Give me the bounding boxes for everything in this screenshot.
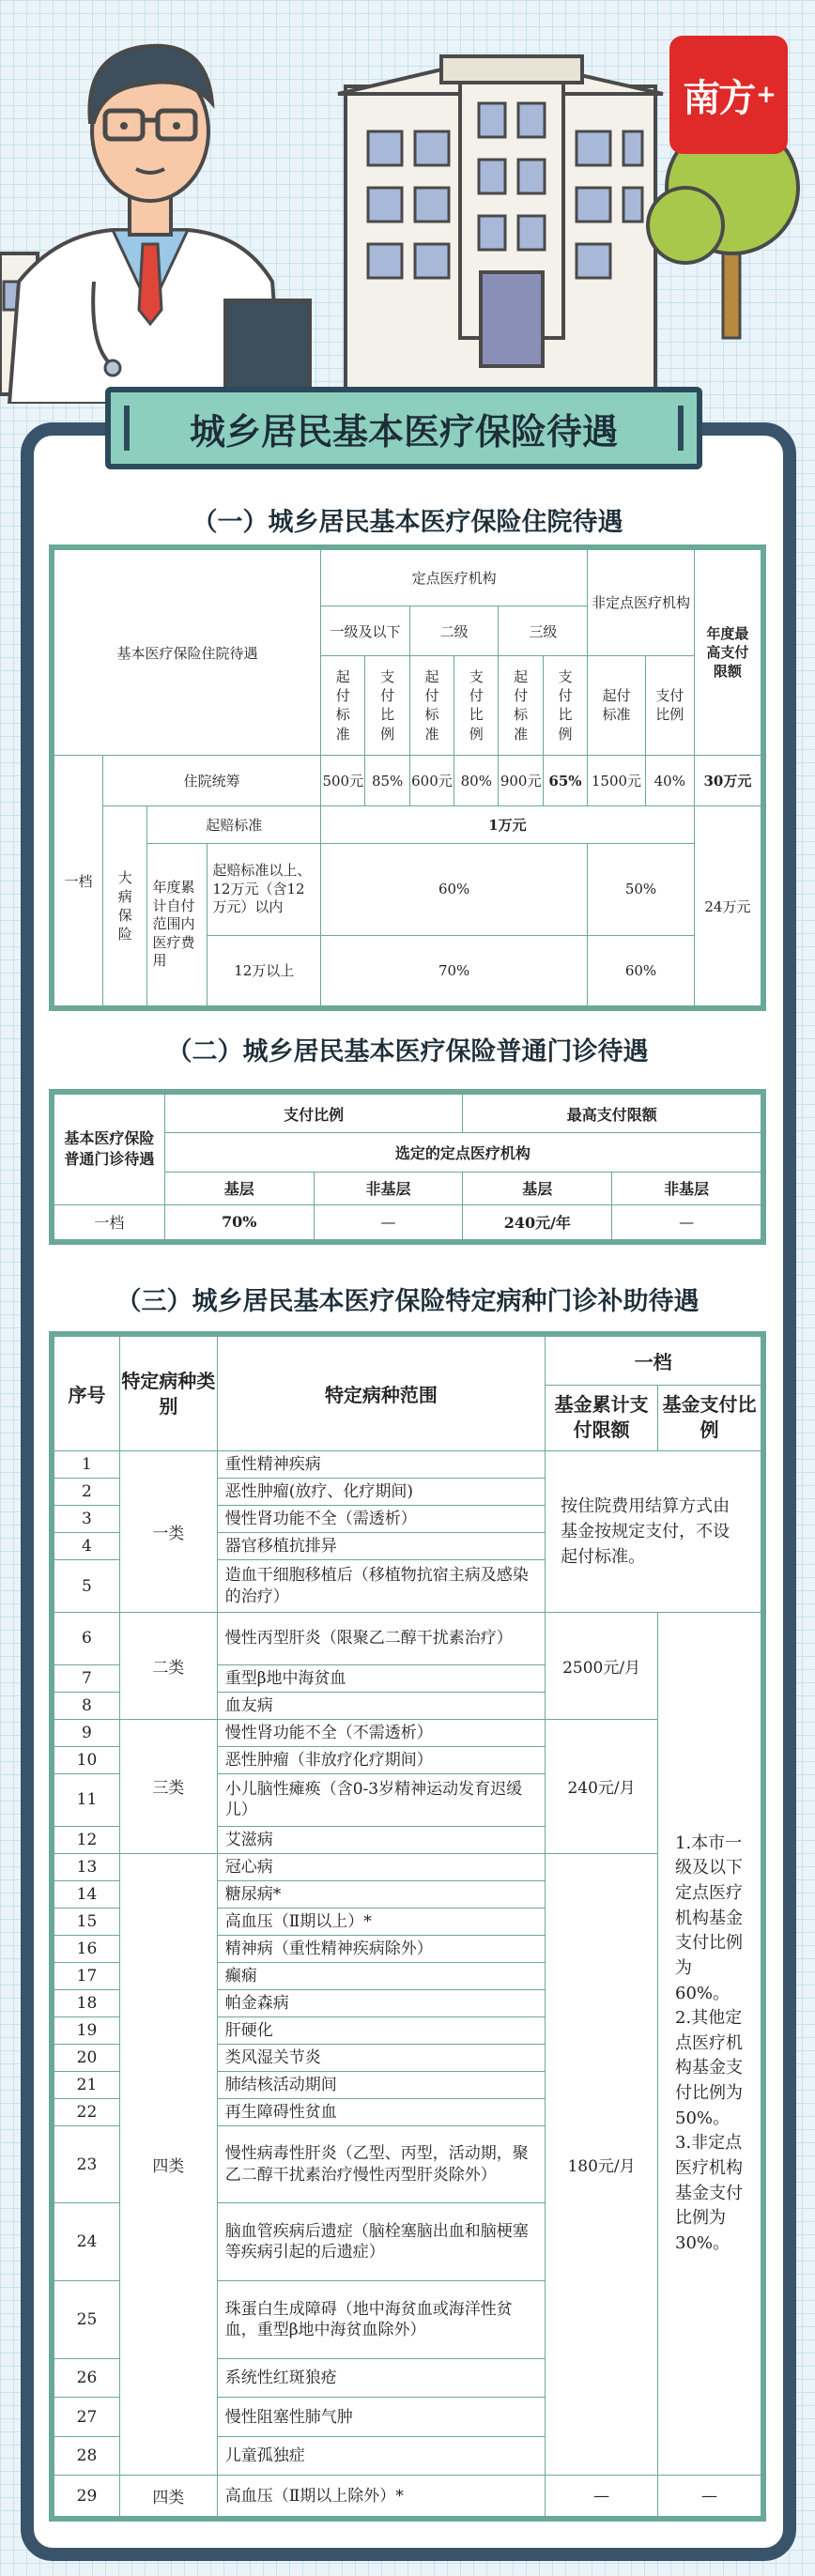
category-cell: 四类: [119, 2476, 217, 2517]
max-limit-header: 最高支付限额: [463, 1095, 761, 1133]
value-cell: 65%: [543, 756, 587, 806]
value-cell: 80%: [454, 756, 499, 806]
value-cell: —: [314, 1204, 463, 1239]
disease-name: 精神病（重性精神疾病除外）: [217, 1935, 545, 1962]
level1-header: 一级及以下: [321, 606, 410, 655]
value-cell: 500元: [321, 756, 365, 806]
inpatient-max: 30万元: [694, 756, 761, 806]
disease-name: 艾滋病: [217, 1826, 545, 1853]
row29-cumulative: —: [546, 2476, 658, 2517]
threshold-header: 起付标准: [409, 655, 454, 755]
disease-name: 帕金森病: [217, 1989, 545, 2016]
row29-ratio: —: [658, 2476, 761, 2517]
row-no: 9: [54, 1719, 120, 1746]
annual-max-header: 年度最高支付限额: [694, 550, 761, 756]
ratio-header: 支付比例: [645, 655, 694, 755]
basic-header: 基层: [164, 1172, 314, 1204]
row-no: 18: [54, 1989, 120, 2016]
disease-name: 重性精神疾病: [217, 1451, 545, 1479]
range2-ratio: 70%: [321, 935, 588, 1005]
category-cell: 二类: [119, 1613, 217, 1720]
row-no: 25: [54, 2281, 120, 2359]
disease-name: 肺结核活动期间: [217, 2071, 545, 2098]
row-no: 2: [54, 1479, 120, 1506]
row-no: 8: [54, 1692, 120, 1719]
category-cell: 三类: [119, 1719, 217, 1853]
category1-note: 按住院费用结算方式由基金按规定支付，不设起付标准。: [546, 1451, 761, 1613]
special-disease-table-frame: [49, 1331, 766, 2522]
ratio-header: 支付比例: [454, 655, 499, 755]
doctor-illustration: [9, 46, 310, 404]
outpatient-table: [54, 1094, 761, 1240]
row-no: 26: [54, 2359, 120, 2398]
disease-name: 珠蛋白生成障碍（地中海贫血或海洋性贫血，重型β地中海贫血除外）: [217, 2281, 545, 2359]
disease-name: 慢性丙型肝炎（限聚乙二醇干扰素治疗）: [217, 1613, 545, 1665]
ratio-header: 支付比例: [365, 655, 409, 755]
section1-title: （一）城乡居民基本医疗保险住院待遇: [192, 508, 623, 537]
value-cell: 85%: [365, 756, 409, 806]
row-no: 6: [54, 1613, 120, 1665]
category-cell: 四类: [119, 1853, 217, 2476]
disease-name: 肝硬化: [217, 2016, 545, 2044]
row-no: 3: [54, 1506, 120, 1533]
section2-title: （二）城乡居民基本医疗保险普通门诊待遇: [166, 1037, 649, 1066]
non-designated-header: 非定点医疗机构: [588, 550, 695, 656]
row-no: 23: [54, 2125, 120, 2203]
selected-header: 选定的定点医疗机构: [164, 1133, 761, 1172]
header-scope: 特定病种范围: [217, 1337, 545, 1451]
serious-illness-label: 大病保险: [103, 806, 147, 1006]
disease-name: 器官移植抗排异: [217, 1533, 545, 1560]
value-cell: 240元/年: [463, 1204, 612, 1239]
row-no: 17: [54, 1962, 120, 1989]
disease-name: 系统性红斑狼疮: [217, 2359, 545, 2398]
row-no: 20: [54, 2044, 120, 2071]
category2-limit: 2500元/月: [546, 1613, 658, 1720]
disease-name: 类风湿关节炎: [217, 2044, 545, 2071]
section3-title: （三）城乡居民基本医疗保险特定病种门诊补助待遇: [115, 1287, 700, 1316]
logo-plus: +: [756, 81, 775, 109]
inpatient-table-frame: [49, 544, 766, 1011]
start-label: 起赔标准: [147, 806, 321, 844]
disease-name: 儿童孤独症: [217, 2436, 545, 2475]
row-no: 19: [54, 2016, 120, 2044]
row-no: 16: [54, 1935, 120, 1962]
disease-name: 重型β地中海贫血: [217, 1664, 545, 1692]
category-cell: 一类: [119, 1451, 217, 1613]
disease-name: 慢性肾功能不全（需透析）: [217, 1506, 545, 1533]
row-no: 21: [54, 2071, 120, 2098]
pay-ratio-header: 支付比例: [164, 1095, 463, 1133]
disease-name: 慢性肾功能不全（不需透析）: [217, 1719, 545, 1746]
serious-max: 24万元: [694, 806, 761, 1006]
range1-label: 起赔标准以上、12万元（含12万元）以内: [208, 843, 321, 935]
row-no: 22: [54, 2098, 120, 2125]
header-cumulative: 基金累计支付限额: [546, 1385, 658, 1450]
annual-self-label: 年度累计自付范围内医疗费用: [147, 843, 208, 1005]
disease-name: 小儿脑性瘫痪（含0-3岁精神运动发育迟缓儿）: [217, 1773, 545, 1826]
tier-cell: 一档: [54, 756, 103, 1006]
outpatient-table-frame: [49, 1089, 766, 1245]
value-cell: 1500元: [588, 756, 646, 806]
disease-name: 慢性阻塞性肺气肿: [217, 2398, 545, 2436]
disease-name: 恶性肿瘤（非放疗化疗期间）: [217, 1746, 545, 1773]
disease-name: 脑血管疾病后遗症（脑栓塞脑出血和脑梗塞等疾病引起的后遗症）: [217, 2203, 545, 2281]
inpatient-label: 住院统筹: [103, 756, 321, 806]
threshold-header: 起付标准: [499, 655, 543, 755]
disease-name: 造血干细胞移植后（移植物抗宿主病及感染的治疗）: [217, 1560, 545, 1613]
threshold-header: 起付标准: [321, 655, 365, 755]
ratio-header: 支付比例: [543, 655, 587, 755]
row-no: 7: [54, 1664, 120, 1692]
threshold-header: 起付标准: [588, 655, 646, 755]
row-no: 29: [54, 2476, 120, 2517]
nanfang-plus-logo[interactable]: [669, 36, 788, 154]
disease-name: 癫痫: [217, 1962, 545, 1989]
disease-name: 高血压（Ⅱ期以上）*: [217, 1908, 545, 1935]
value-cell: 600元: [409, 756, 454, 806]
row-no: 14: [54, 1880, 120, 1908]
level2-header: 二级: [409, 606, 499, 655]
tier-cell: 一档: [54, 1204, 165, 1239]
row-no: 27: [54, 2398, 120, 2436]
row-no: 15: [54, 1908, 120, 1935]
row-no: 28: [54, 2436, 120, 2475]
ratio-note: 1.本市一级及以下定点医疗机构基金支付比例为60%。2.其他定点医疗机构基金支付比例为50%。3.非定点医疗机构基金支付比例为30%。: [658, 1613, 761, 2476]
special-disease-table: [54, 1336, 761, 2517]
row-no: 5: [54, 1560, 120, 1613]
logo-text: 南方: [683, 75, 755, 120]
disease-name: 再生障碍性贫血: [217, 2098, 545, 2125]
row-no: 4: [54, 1533, 120, 1560]
row-no: 24: [54, 2203, 120, 2281]
non-basic-header: 非基层: [314, 1172, 463, 1204]
level3-header: 三级: [499, 606, 588, 655]
disease-name: 高血压（Ⅱ期以上除外）*: [217, 2476, 545, 2517]
row-no: 11: [54, 1773, 120, 1826]
outpatient-corner: 基本医疗保险普通门诊待遇: [54, 1095, 165, 1205]
header-category: 特定病种类别: [119, 1337, 217, 1451]
row-no: 10: [54, 1746, 120, 1773]
range1-ratio: 60%: [321, 843, 588, 935]
row-no: 13: [54, 1853, 120, 1880]
designated-header: 定点医疗机构: [321, 550, 588, 606]
value-cell: 900元: [499, 756, 543, 806]
non-basic-header: 非基层: [612, 1172, 761, 1204]
row-no: 12: [54, 1826, 120, 1853]
start-value: 1万元: [321, 806, 695, 844]
value-cell: —: [612, 1204, 761, 1239]
range2-label: 12万以上: [208, 935, 321, 1005]
inpatient-table: [54, 549, 761, 1006]
header-tier: 一档: [546, 1337, 761, 1386]
value-cell: 40%: [645, 756, 694, 806]
disease-name: 冠心病: [217, 1853, 545, 1880]
header-ratio: 基金支付比例: [658, 1385, 761, 1450]
header-no: 序号: [54, 1337, 120, 1451]
category4-limit: 180元/月: [546, 1853, 658, 2476]
tree-illustration: [648, 122, 798, 338]
row-no: 1: [54, 1451, 120, 1479]
range2-non: 60%: [588, 935, 695, 1005]
basic-header: 基层: [463, 1172, 612, 1204]
inpatient-corner: 基本医疗保险住院待遇: [54, 550, 321, 756]
page-title: 城乡居民基本医疗保险待遇: [105, 387, 702, 469]
disease-name: 血友病: [217, 1692, 545, 1719]
disease-name: 糖尿病*: [217, 1880, 545, 1908]
category3-limit: 240元/月: [546, 1719, 658, 1853]
disease-name: 慢性病毒性肝炎（乙型、丙型，活动期，聚乙二醇干扰素治疗慢性丙型肝炎除外）: [217, 2125, 545, 2203]
range1-non: 50%: [588, 843, 695, 935]
value-cell: 70%: [164, 1204, 314, 1239]
disease-name: 恶性肿瘤(放疗、化疗期间): [217, 1479, 545, 1506]
